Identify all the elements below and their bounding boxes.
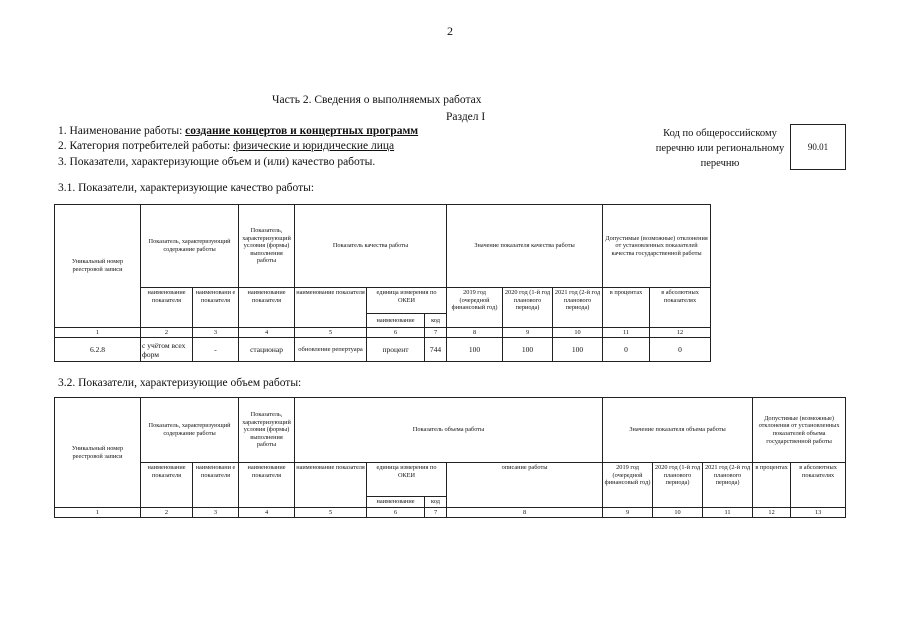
q-sub-absolute: в абсолютных показателях	[650, 288, 711, 328]
v-num: 4	[239, 508, 295, 518]
q-sub-2021: 2021 год (2-й год планового периода)	[553, 288, 603, 328]
part-title: Часть 2. Сведения о выполняемых работах	[272, 94, 482, 106]
v-num: 2	[141, 508, 193, 518]
v-num: 12	[753, 508, 791, 518]
q-num: 10	[553, 328, 603, 338]
v-num: 6	[367, 508, 425, 518]
v-num: 10	[653, 508, 703, 518]
v-num: 13	[791, 508, 846, 518]
code-label	[630, 126, 810, 171]
v-num: 3	[193, 508, 239, 518]
section-title: Раздел I	[446, 111, 486, 123]
indicators-line: 3. Показатели, характеризующие объем и (или) качество работы.	[58, 156, 376, 168]
q-row-unit: процент	[367, 338, 425, 362]
q-h-deviation: Допустимые (возможные) отклонения от установленных показателей качества государственной работы	[603, 205, 711, 288]
v-h-deviation: Допустимые (возможные) отклонения от установленных показателей объема государственной работы	[753, 398, 846, 463]
q-h-conditions: Показатель, характеризующий условия (формы) выполнения работы	[239, 205, 295, 288]
v-sub-percent: в процентах	[753, 463, 791, 508]
v-num: 9	[603, 508, 653, 518]
v-sub-2019: 2019 год (очередной финансовый год)	[603, 463, 653, 508]
quality-table	[54, 204, 711, 362]
q-row-content2: -	[193, 338, 239, 362]
v-sub-okei: единица измерения по ОКЕИ	[367, 463, 447, 497]
q-sub-2020: 2020 год (1-й год планового периода)	[503, 288, 553, 328]
q-sub-okei-code: код	[425, 314, 447, 328]
q-num: 3	[193, 328, 239, 338]
q-sub-name3: наименование показателя	[239, 288, 295, 328]
work-name-label: 1. Наименование работы:	[58, 125, 186, 137]
q-row-condition: стационар	[239, 338, 295, 362]
v-h-unique: Уникальный номер реестровой записи	[55, 398, 141, 508]
v-sub-2020: 2020 год (1-й год планового периода)	[653, 463, 703, 508]
q-row-unique: 6.2.8	[55, 338, 141, 362]
q-num: 4	[239, 328, 295, 338]
consumer-category-value: физические и юридические лица	[233, 140, 395, 152]
quality-section-title: 3.1. Показатели, характеризующие качество работы:	[58, 182, 315, 194]
q-sub-name1: наименование показателя	[141, 288, 193, 328]
v-num: 1	[55, 508, 141, 518]
q-num: 9	[503, 328, 553, 338]
q-num: 12	[650, 328, 711, 338]
v-num: 7	[425, 508, 447, 518]
volume-section-title: 3.2. Показатели, характеризующие объем работы:	[58, 377, 302, 389]
v-sub-absolute: в абсолютных показателях	[791, 463, 846, 508]
v-h-conditions: Показатель, характеризующий условия (формы) выполнения работы	[239, 398, 295, 463]
q-num: 2	[141, 328, 193, 338]
code-label-1: Код по общероссийскому	[663, 128, 777, 139]
v-sub-okei-code: код	[425, 497, 447, 508]
v-h-values: Значение показателя объема работы	[603, 398, 753, 463]
v-sub-2021: 2021 год (2-й год планового периода)	[703, 463, 753, 508]
q-h-content: Показатель, характеризующий содержание работы	[141, 205, 239, 288]
code-label-3: перечню	[700, 158, 740, 169]
q-sub-name4: наименование показателя	[295, 288, 367, 328]
q-num: 7	[425, 328, 447, 338]
v-sub-name4: наименование показателя	[295, 463, 367, 508]
q-row-absolute: 0	[650, 338, 711, 362]
q-num: 6	[367, 328, 425, 338]
work-name-value: создание концертов и концертных программ	[185, 125, 419, 137]
q-sub-2019: 2019 год (очередной финансовый год)	[447, 288, 503, 328]
consumer-category-line	[58, 140, 394, 152]
v-sub-okei-name: наименование	[367, 497, 425, 508]
v-num: 8	[447, 508, 603, 518]
q-row-percent: 0	[603, 338, 650, 362]
q-row-2019: 100	[447, 338, 503, 362]
work-name-line	[58, 125, 418, 137]
q-num: 1	[55, 328, 141, 338]
code-label-2: перечню или региональному	[655, 143, 785, 154]
v-num: 11	[703, 508, 753, 518]
q-num: 8	[447, 328, 503, 338]
q-sub-okei: единица измерения по ОКЕИ	[367, 288, 447, 314]
q-sub-percent: в процентах	[603, 288, 650, 328]
v-h-content: Показатель, характеризующий содержание работы	[141, 398, 239, 463]
q-num: 5	[295, 328, 367, 338]
consumer-category-label: 2. Категория потребителей работы:	[58, 140, 234, 152]
v-sub-name2: наименовани е показателя	[193, 463, 239, 508]
q-h-unique: Уникальный номер реестровой записи	[55, 205, 141, 328]
v-h-volume: Показатель объема работы	[295, 398, 603, 463]
volume-table	[54, 397, 846, 518]
v-sub-name1: наименование показателя	[141, 463, 193, 508]
page-number: 2	[447, 24, 453, 38]
v-sub-description: описание работы	[447, 463, 603, 508]
v-sub-name3: наименование показателя	[239, 463, 295, 508]
q-row-2020: 100	[503, 338, 553, 362]
q-row-content: с учётом всех форм	[141, 338, 193, 362]
q-sub-name2: наименовани е показателя	[193, 288, 239, 328]
v-num: 5	[295, 508, 367, 518]
code-box: 90.01	[790, 124, 846, 170]
q-row-indicator: обновление репертуара	[295, 338, 367, 362]
q-h-values: Значение показателя качества работы	[447, 205, 603, 288]
q-row-2021: 100	[553, 338, 603, 362]
q-h-quality: Показатель качества работы	[295, 205, 447, 288]
q-sub-okei-name: наименование	[367, 314, 425, 328]
q-row-code: 744	[425, 338, 447, 362]
q-num: 11	[603, 328, 650, 338]
